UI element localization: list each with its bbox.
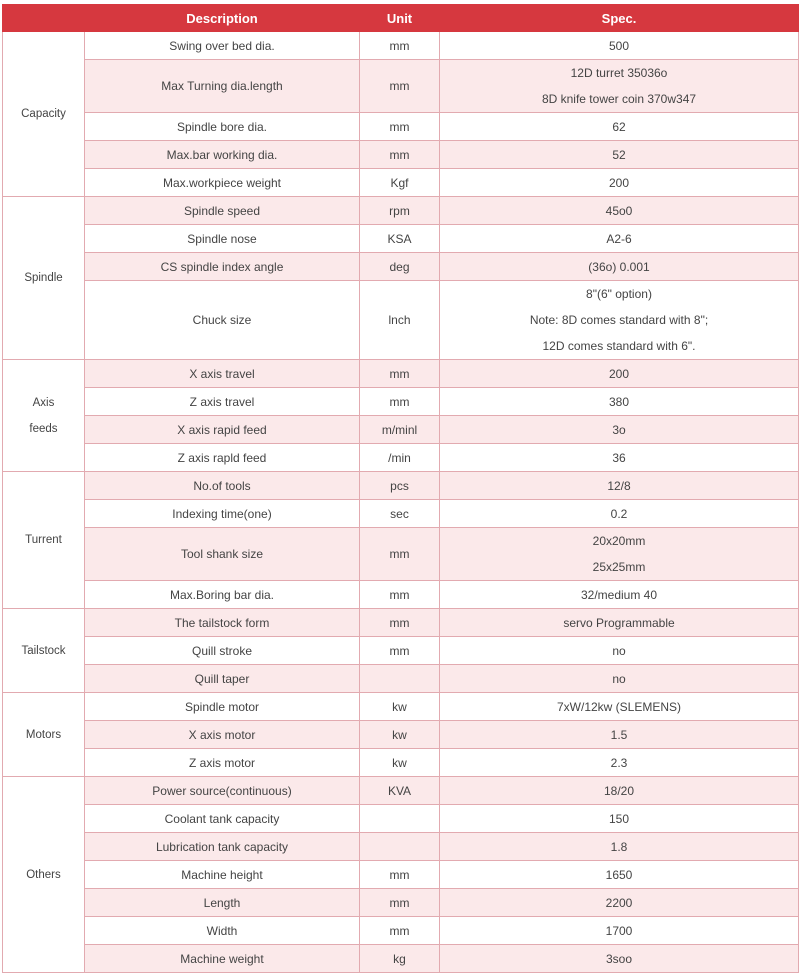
unit-cell: kg [360,945,440,973]
description-cell: Indexing time(one) [85,500,360,528]
table-row [3,225,799,253]
description-cell: Max.Boring bar dia. [85,581,360,609]
table-row [3,917,799,945]
spec-line: 12D comes standard with 6". [542,339,696,353]
description-cell: Chuck size [85,281,360,360]
spec-line: 1.5 [610,727,628,742]
spec-cell [440,281,799,360]
unit-cell: mm [360,609,440,637]
spec-line: 8"(6" option) [586,287,652,301]
description-cell: Length [85,889,360,917]
unit-cell: pcs [360,472,440,500]
unit-cell: m/minl [360,416,440,444]
table-row [3,637,799,665]
spec-line: Note: 8D comes standard with 8"; [529,313,709,327]
group-label [3,777,85,973]
table-row [3,500,799,528]
spec-cell [440,472,799,500]
spec-line: 45o0 [605,203,633,218]
table-row [3,833,799,861]
spec-cell [440,60,799,113]
spec-line: 2200 [605,895,633,910]
header-unit: Unit [360,5,440,32]
description-cell: Spindle speed [85,197,360,225]
table-row [3,861,799,889]
table-row [3,281,799,360]
group-label-line: Turrent [25,534,62,546]
spec-line: 380 [608,394,630,409]
description-cell: CS spindle index angle [85,253,360,281]
description-cell: Z axis travel [85,388,360,416]
unit-cell: mm [360,113,440,141]
spec-line: A2-6 [606,231,632,246]
table-row [3,665,799,693]
unit-cell: mm [360,141,440,169]
unit-cell: mm [360,889,440,917]
description-cell: Spindle motor [85,693,360,721]
spec-cell [440,749,799,777]
spec-line: 12D turret 35036o [570,66,668,80]
description-cell: Machine weight [85,945,360,973]
table-row [3,197,799,225]
table-row [3,32,799,60]
spec-cell [440,581,799,609]
spec-cell [440,721,799,749]
description-cell: The tailstock form [85,609,360,637]
group-label-line: Axis [32,396,55,409]
group-label-line: feeds [29,422,58,435]
spec-cell [440,500,799,528]
group-label [3,360,85,472]
description-cell: Quill stroke [85,637,360,665]
description-cell: Spindle nose [85,225,360,253]
spec-cell [440,141,799,169]
unit-cell: deg [360,253,440,281]
spec-line: 1650 [605,867,633,882]
spec-cell [440,833,799,861]
table-row [3,721,799,749]
description-cell: Z axis motor [85,749,360,777]
spec-line: 1700 [605,923,633,938]
description-cell: Coolant tank capacity [85,805,360,833]
table-row [3,253,799,281]
spec-line: 0.2 [610,506,628,521]
description-cell: Tool shank size [85,528,360,581]
description-cell: Width [85,917,360,945]
unit-cell: mm [360,528,440,581]
description-cell: Quill taper [85,665,360,693]
spec-cell [440,113,799,141]
spec-cell [440,444,799,472]
spec-line: (36o) 0.001 [588,259,650,274]
group-label [3,693,85,777]
group-label [3,472,85,609]
table-row [3,777,799,805]
spec-cell [440,693,799,721]
unit-cell: KVA [360,777,440,805]
unit-cell: /min [360,444,440,472]
spec-cell [440,169,799,197]
unit-cell: Kgf [360,169,440,197]
group-label [3,609,85,693]
unit-cell [360,665,440,693]
unit-cell: mm [360,917,440,945]
spec-cell [440,945,799,973]
description-cell: No.of tools [85,472,360,500]
spec-line: 7xW/12kw (SLEMENS) [556,699,682,714]
table-row [3,113,799,141]
group-label [3,197,85,360]
spec-cell [440,225,799,253]
group-label [3,32,85,197]
unit-cell: kw [360,693,440,721]
description-cell: Swing over bed dia. [85,32,360,60]
spec-line: 12/8 [607,478,631,493]
unit-cell: mm [360,360,440,388]
spec-line: 52 [612,147,626,162]
description-cell: Z axis rapld feed [85,444,360,472]
description-cell: Max.bar working dia. [85,141,360,169]
description-cell: X axis motor [85,721,360,749]
spec-line: 1.8 [610,839,628,854]
table-row [3,609,799,637]
unit-cell: mm [360,581,440,609]
group-label-line: Motors [25,728,62,741]
spec-cell [440,388,799,416]
description-cell: Max.workpiece weight [85,169,360,197]
table-row [3,581,799,609]
unit-cell: mm [360,60,440,113]
spec-table [2,4,799,973]
table-row [3,141,799,169]
spec-line: 8D knife tower coin 370w347 [541,92,697,106]
unit-cell: kw [360,721,440,749]
header-spec: Spec. [440,5,799,32]
spec-cell [440,609,799,637]
table-row [3,60,799,113]
spec-cell [440,889,799,917]
spec-cell [440,197,799,225]
spec-line: 3soo [605,951,633,966]
header-group [3,5,85,32]
unit-cell: KSA [360,225,440,253]
spec-line: 18/20 [603,783,635,798]
description-cell: X axis rapid feed [85,416,360,444]
spec-line: 500 [608,38,630,53]
spec-cell [440,917,799,945]
table-row [3,360,799,388]
spec-line: 36 [612,450,626,465]
table-row [3,169,799,197]
unit-cell: mm [360,637,440,665]
spec-cell [440,777,799,805]
spec-line: 150 [608,811,630,826]
spec-line: 2.3 [610,755,628,770]
unit-cell: lnch [360,281,440,360]
unit-cell [360,805,440,833]
spec-line: 3o [612,422,626,437]
table-row [3,805,799,833]
table-row [3,416,799,444]
unit-cell: mm [360,32,440,60]
spec-cell [440,32,799,60]
spec-body [3,32,799,973]
description-cell: Spindle bore dia. [85,113,360,141]
spec-cell [440,528,799,581]
table-row [3,749,799,777]
description-cell: Machine height [85,861,360,889]
unit-cell: kw [360,749,440,777]
group-label-line: Others [26,868,61,881]
unit-cell: sec [360,500,440,528]
spec-cell [440,253,799,281]
unit-cell: rpm [360,197,440,225]
table-row [3,388,799,416]
spec-cell [440,416,799,444]
table-row [3,528,799,581]
table-row [3,693,799,721]
table-row [3,444,799,472]
unit-cell: mm [360,861,440,889]
unit-cell: mm [360,388,440,416]
description-cell: Lubrication tank capacity [85,833,360,861]
group-label-line: Tailstock [21,644,66,657]
table-row [3,472,799,500]
spec-cell [440,665,799,693]
spec-line: 62 [612,119,626,134]
spec-cell [440,637,799,665]
header-description: Description [85,5,360,32]
spec-line: 200 [608,366,630,381]
description-cell: Power source(continuous) [85,777,360,805]
description-cell: Max Turning dia.length [85,60,360,113]
description-cell: X axis travel [85,360,360,388]
group-label-line: Spindle [24,272,63,284]
table-row [3,945,799,973]
table-row [3,889,799,917]
spec-cell [440,805,799,833]
spec-line: 20x20mm [592,534,646,548]
spec-line: servo Programmable [563,615,675,630]
group-label-line: Capacity [21,108,66,120]
header-row [3,5,799,32]
spec-cell [440,360,799,388]
spec-line: no [612,671,626,686]
unit-cell [360,833,440,861]
spec-cell [440,861,799,889]
spec-line: 200 [608,175,630,190]
spec-line: no [612,643,626,658]
spec-line: 32/medium 40 [580,587,658,602]
spec-line: 25x25mm [592,560,646,574]
